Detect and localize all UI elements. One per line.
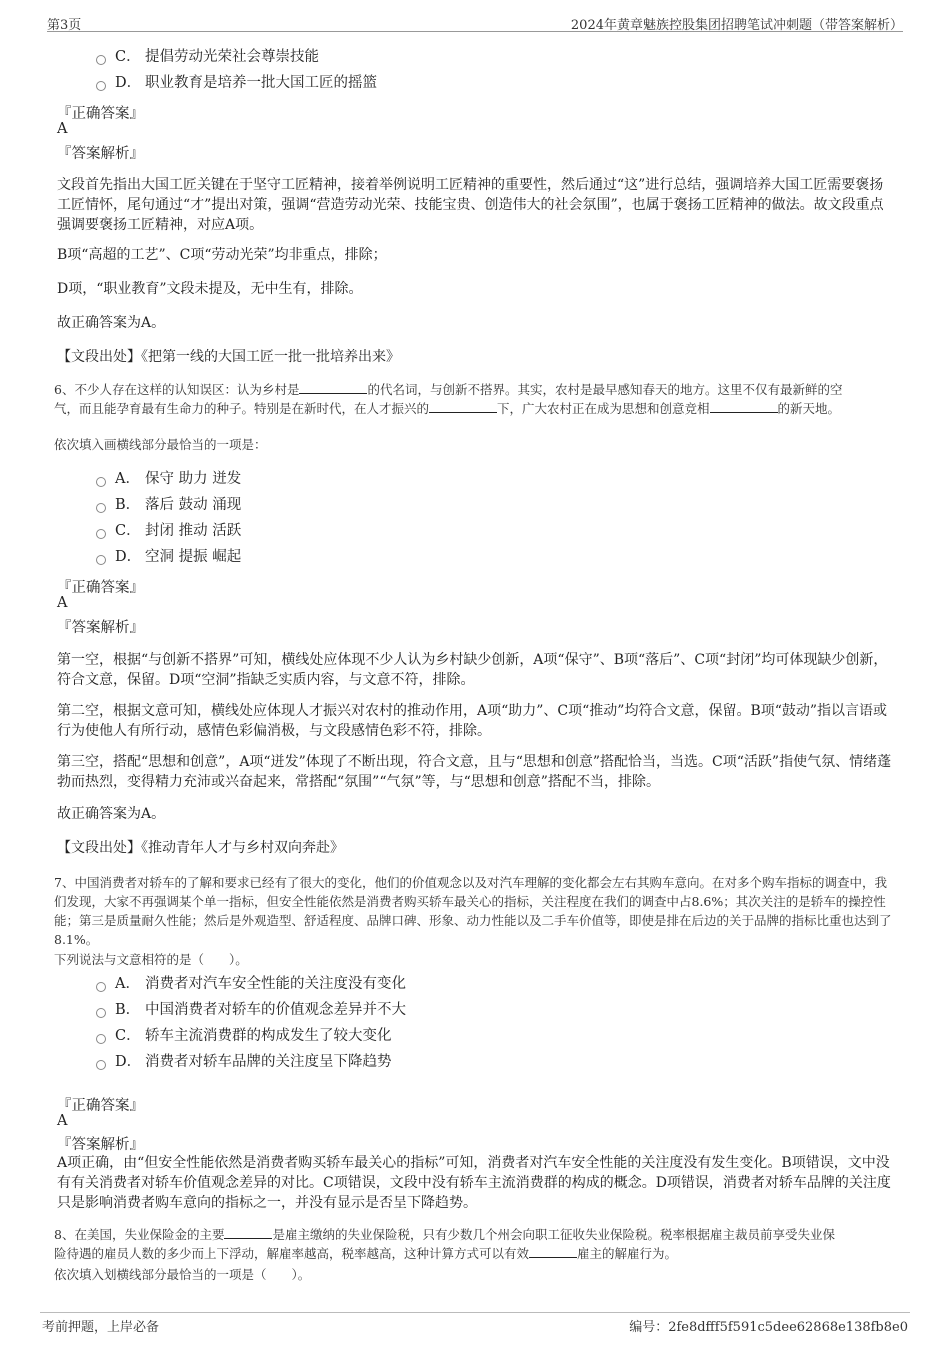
radio-icon[interactable]: [96, 55, 106, 65]
radio-icon[interactable]: [96, 1008, 106, 1018]
radio-icon[interactable]: [96, 503, 106, 513]
blank-line: [710, 399, 778, 413]
question-8-stem: 8、在美国，失业保险金的主要 是雇主缴纳的失业保险税，只有少数几个州会向职工征收失业保险税。税率根据雇主裁员前享受失业保 险待遇的雇员人数的多少而上下浮动，解雇率越高，税率越高，这种计算方式可以有效 雇主的解雇行为。: [54, 1227, 835, 1261]
question-6-prompt: 依次填入画横线部分最恰当的一项是：: [54, 437, 267, 452]
option-b[interactable]: B． 落后 鼓动 涌现: [96, 494, 241, 516]
analysis-label: 『答案解析』: [57, 146, 144, 162]
analysis-paragraph: 第三空，搭配“思想和创意”，A项“迸发”体现了不断出现，符合文意，且与“思想和创意”搭配恰当，当选。C项“活跃”指使气氛、情绪蓬勃而热烈，变得精力充沛或兴奋起来，常搭配“氛围”“气氛”等，与“思想和创意”搭配不当，排除。: [57, 754, 892, 790]
option-c[interactable]: C． 提倡劳动光荣社会尊崇技能: [96, 46, 319, 68]
analysis-paragraph: B项“高超的工艺”、C项“劳动光荣”均非重点，排除；: [57, 247, 387, 263]
answer-value: A: [57, 121, 68, 137]
analysis-label: 『答案解析』: [57, 620, 144, 636]
blank-line: [529, 1244, 577, 1258]
analysis-paragraph: 第一空，根据“与创新不搭界”可知，横线处应体现不少人认为乡村缺少创新，A项“保守”、B项“落后”、C项“封闭”均可体现缺少创新，符合文意，保留。D项“空洞”指缺乏实质内容，与文意不符，排除。: [57, 652, 888, 688]
option-d[interactable]: D． 空洞 提振 崛起: [96, 546, 241, 568]
answer-label: 『正确答案』: [57, 1098, 144, 1114]
footer-slogan: 考前押题，上岸必备: [42, 1320, 160, 1335]
analysis-paragraph: D项，“职业教育”文段未提及，无中生有，排除。: [57, 281, 363, 297]
radio-icon[interactable]: [96, 81, 106, 91]
option-a[interactable]: A． 消费者对汽车安全性能的关注度没有变化: [96, 973, 406, 995]
analysis-paragraph: 故正确答案为A。: [57, 315, 166, 331]
page-footer: [40, 1312, 910, 1334]
analysis-paragraph: A项正确，由“但安全性能依然是消费者购买轿车最关心的指标”可知，消费者对汽车安全性能的关注度没有发生变化。B项错误，文中没有有关消费者对轿车价值观念差异的对比。C项错误，文段中没有轿车主流消费群的构成的概念。D项错误，消费者对轿车品牌的关注度只是影响消费者购车意向的指标之一，并没有显示是否呈下降趋势。: [57, 1155, 891, 1211]
blank-line: [299, 380, 367, 394]
radio-icon[interactable]: [96, 477, 106, 487]
analysis-label: 『答案解析』: [57, 1137, 144, 1153]
page-number: 第3页: [47, 18, 82, 33]
question-8-prompt: 依次填入划横线部分最恰当的一项是（ ）。: [54, 1267, 311, 1282]
question-7-stem: 7、中国消费者对轿车的了解和要求已经有了很大的变化，他们的价值观念以及对汽车理解的变化都会左右其购车意向。在对多个购车指标的调查中，我们发现，大家不再强调某个单一指标，但安全性能依然是消费者购买轿车最关心的指标，关注程度在我们的调查中占8.6%；其次关注的是轿车的操控性能；第三是质量耐久性能；然后是外观造型、舒适程度、品牌口碑、形象、动力性能以及二手车价值等，即使是排在后边的关于品牌的指标比重也达到了8.1%。: [54, 875, 892, 947]
question-6-stem: 6、不少人存在这样的认知误区：认为乡村是 的代名词，与创新不搭界。其实，农村是最早感知春天的地方。这里不仅有最新鲜的空 气，而且能孕育最有生命力的种子。特别是在新时代，在人才振兴的 下，广大农村正在成为思想和创意竞相 的新天地。: [54, 382, 843, 416]
option-c[interactable]: C． 轿车主流消费群的构成发生了较大变化: [96, 1025, 392, 1047]
radio-icon[interactable]: [96, 1060, 106, 1070]
radio-icon[interactable]: [96, 529, 106, 539]
answer-label: 『正确答案』: [57, 580, 144, 596]
source-citation: 【文段出处】《把第一线的大国工匠一批一批培养出来》: [57, 349, 400, 365]
document-code: 编号：2fe8dfff5f591c5dee62868e138fb8e0: [629, 1320, 908, 1335]
analysis-paragraph: 文段首先指出大国工匠关键在于坚守工匠精神，接着举例说明工匠精神的重要性，然后通过“这”进行总结，强调培养大国工匠需要褒扬工匠情怀，尾句通过“才”提出对策，强调“营造劳动光荣、技能宝贵、创造伟大的社会氛围”，也属于褒扬工匠精神的做法。故文段重点强调要褒扬工匠精神，对应A项。: [57, 177, 884, 233]
page-header: [47, 10, 903, 32]
option-d[interactable]: D． 消费者对轿车品牌的关注度呈下降趋势: [96, 1051, 392, 1073]
question-7-prompt: 下列说法与文意相符的是（ ）。: [54, 952, 248, 967]
radio-icon[interactable]: [96, 555, 106, 565]
radio-icon[interactable]: [96, 1034, 106, 1044]
radio-icon[interactable]: [96, 982, 106, 992]
option-d[interactable]: D． 职业教育是培养一批大国工匠的摇篮: [96, 72, 377, 94]
source-citation: 【文段出处】《推动青年人才与乡村双向奔赴》: [57, 840, 344, 856]
analysis-paragraph: 故正确答案为A。: [57, 806, 166, 822]
answer-label: 『正确答案』: [57, 106, 144, 122]
option-a[interactable]: A． 保守 助力 迸发: [96, 468, 241, 490]
option-c[interactable]: C． 封闭 推动 活跃: [96, 520, 241, 542]
blank-line: [429, 399, 497, 413]
document-title: 2024年黄章魅族控股集团招聘笔试冲刺题（带答案解析）: [570, 18, 903, 33]
blank-line: [224, 1225, 272, 1239]
answer-value: A: [57, 1113, 68, 1129]
answer-value: A: [57, 595, 68, 611]
option-b[interactable]: B． 中国消费者对轿车的价值观念差异并不大: [96, 999, 406, 1021]
analysis-paragraph: 第二空，根据文意可知，横线处应体现人才振兴对农村的推动作用，A项“助力”、C项“推动”均符合文意，保留。B项“鼓动”指以言语或行为使他人有所行动，感情色彩偏消极，与文段感情色彩不符，排除。: [57, 703, 888, 739]
